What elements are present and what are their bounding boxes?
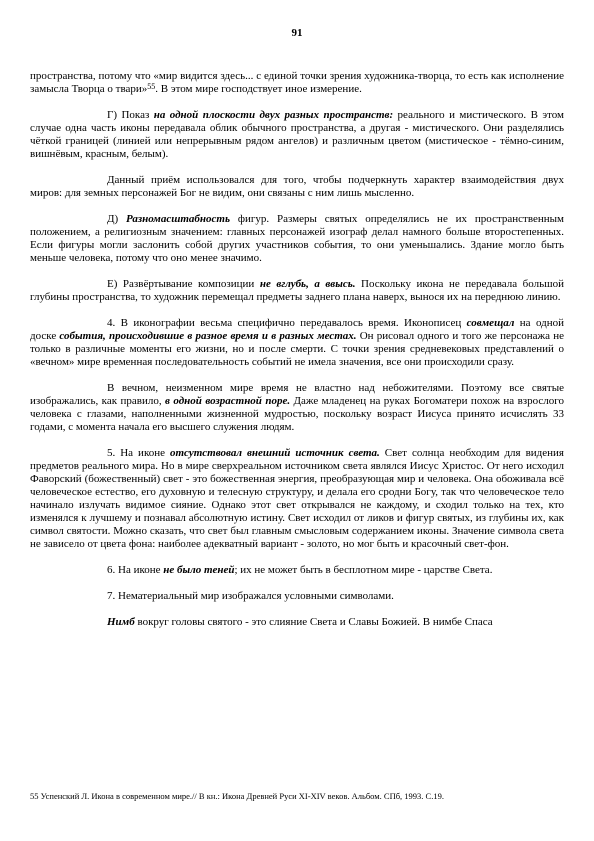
paragraph [30, 70, 564, 96]
paragraph [30, 278, 564, 304]
paragraph-text: Данный приём использовался для того, чтобы подчеркнуть характер взаимодействия двух миров: для земных персонажей Бог не видим, они связаны с ним лишь мысленно. [30, 174, 564, 199]
paragraph [30, 213, 564, 265]
paragraph-text: пространства, потому что «мир видится здесь... с единой точки зрения художника-творца, то есть как исполнение замысла Творца о твари» [30, 70, 564, 95]
emphasis-text: в одной возрастной поре. [165, 395, 291, 407]
emphasis-text: Нимб [107, 616, 135, 628]
paragraph-text: В вечном, неизменном мире время не властно над небожителями. Поэтому все святые изображались, как правило, [30, 382, 564, 407]
paragraph [30, 564, 564, 577]
paragraph-text: на одной доске [30, 317, 564, 342]
footnote-reference: 55 [147, 82, 156, 91]
paragraph-text: фигур. Размеры святых определялись не их пространственным положением, а религиозным значением: главных персонажей изограф делал намного больше второстепенных. Если фигуры могли заслонить собой других участников события, то они уменьшались. Здание могло быть меньше человека, потому что оно менее значимо. [30, 213, 564, 264]
paragraph-text: Свет солнца необходим для видения предметов реального мира. Но в мире сверхреальном источником света являлся Иисус Христос. От него исходил Фаворский (божественный) свет - это божественная энергия, преобразующая мир и человека. Она обоживала всё человеческое естество, его духовную и телесную структуру, и делала его сродни Богу, так что человеческое тело начинало излучать видимое сияние. Однако этот свет открывался не каждому, и сходил только на тех, кто изменялся к лучшему и познавал абсолютную истину. Свет исходил от ликов и фигур святых, из глубины их, как символ святости. Можно сказать, что свет был главным смысловым содержанием иконы. Значение символа света не зависело от цвета фона: наиболее адекватный вариант - золото, но мог быть и красочный свет-фон. [30, 447, 564, 550]
emphasis-text: не вглубь, а ввысь. [259, 278, 356, 290]
emphasis-text: Разномасштабность [126, 213, 230, 225]
emphasis-text: не было теней [163, 564, 235, 576]
emphasis-text: на одной плоскости двух разных пространств: [153, 109, 394, 121]
paragraph-text: 7. Нематериальный мир изображался условными символами. [107, 590, 394, 602]
paragraph-text: вокруг головы святого - это слияние Света и Славы Божией. В нимбе Спаса [134, 616, 493, 628]
paragraph-text: 4. В иконографии весьма специфично передавалось время. Иконописец [107, 317, 467, 329]
paragraph [30, 317, 564, 369]
paragraph [30, 590, 564, 603]
paragraph-text: . В этом мире господствует иное измерение. [155, 83, 362, 95]
footnote-number: 55 [30, 791, 39, 801]
paragraph-text: Поскольку икона не передавала большой глубины пространства, то художник перемещал предметы заднего плана наверх, вынося их на переднюю линию. [30, 278, 564, 303]
paragraph [30, 382, 564, 434]
paragraph [30, 616, 564, 629]
page-number: 91 [291, 27, 303, 39]
paragraph-text: Д) [107, 213, 127, 225]
paragraph-text: Даже младенец на руках Богоматери похож на взрослого человека с глазами, наполненными жизненной мудростью, поскольку возраст Иисуса принято исчислять 33 годами, с момента начала его высшего служения людям. [30, 395, 564, 433]
paragraph-text: 5. На иконе [107, 447, 170, 459]
emphasis-text: совмещал [466, 317, 515, 329]
paragraph-text: реального и мистического. В этом случае одна часть иконы передавала облик обычного пространства, а другая - мистического. Они разделялись чёткой границей (линией или непрерывным рядом ангелов) и различным цветом (мистическое - тёмно-синим, вишнёвым, красным, белым). [30, 109, 564, 160]
footnote [30, 791, 570, 801]
paragraph-text: 6. На иконе [107, 564, 164, 576]
paragraph [30, 109, 564, 161]
paragraph [30, 447, 564, 551]
body-text [30, 70, 564, 629]
emphasis-text: события, происходившие в разное время и в разных местах. [59, 330, 357, 342]
paragraph [30, 174, 564, 200]
paragraph-text: Он рисовал одного и того же персонажа не только в различные моменты его жизни, но и после смерти. С точки зрения средневековых представлений о «вечном» мире временная последовательность событий не имела значения, все они происходили сразу. [30, 330, 564, 368]
paragraph-text: Г) Показ [107, 109, 154, 121]
paragraph-text: ; их не может быть в бесплотном мире - царстве Света. [234, 564, 493, 576]
footnote-text: Успенский Л. Икона в современном мире.// В кн.: Икона Древней Руси XI-XIV веков. Альбом. СПб, 1993. С.19. [38, 791, 444, 801]
paragraph-text: Е) Развёртывание композиции [107, 278, 260, 290]
emphasis-text: отсутствовал внешний источник света. [170, 447, 380, 459]
